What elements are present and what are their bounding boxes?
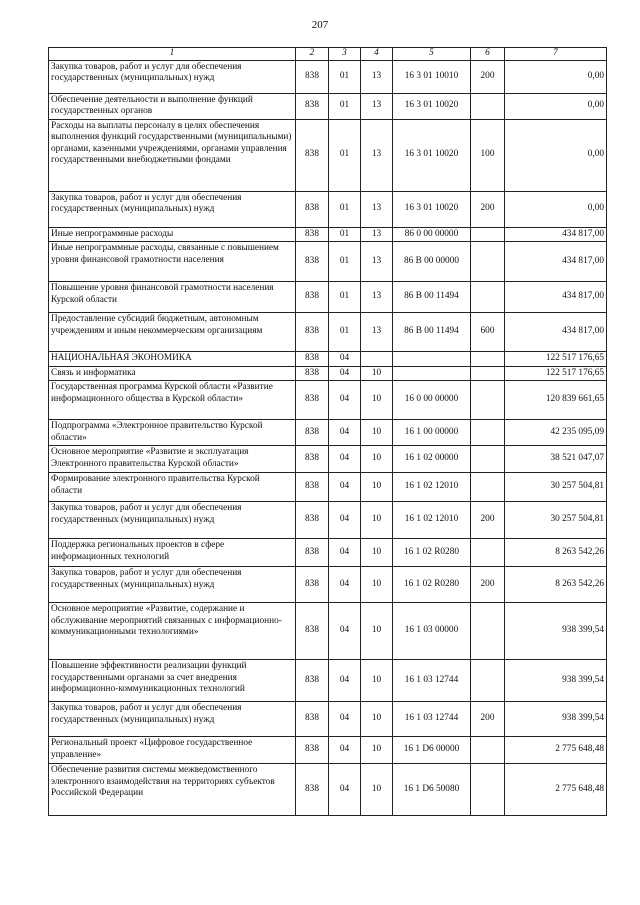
target-article-code: 86 В 00 11494 bbox=[393, 313, 471, 352]
target-article-code: 16 3 01 10020 bbox=[393, 191, 471, 227]
target-article-code: 16 3 01 10010 bbox=[393, 60, 471, 93]
table-row bbox=[49, 93, 607, 119]
table-row bbox=[49, 420, 607, 446]
section-code: 04 bbox=[329, 446, 361, 473]
amount: 434 817,00 bbox=[505, 282, 607, 313]
row-name: НАЦИОНАЛЬНАЯ ЭКОНОМИКА bbox=[49, 352, 296, 367]
subsection-code: 10 bbox=[361, 539, 393, 567]
section-code: 04 bbox=[329, 502, 361, 539]
subsection-code: 10 bbox=[361, 502, 393, 539]
section-code: 04 bbox=[329, 473, 361, 502]
target-article-code: 16 1 00 00000 bbox=[393, 420, 471, 446]
subsection-code: 13 bbox=[361, 60, 393, 93]
expense-type-code: 200 bbox=[471, 567, 505, 603]
table-row bbox=[49, 313, 607, 352]
ministry-code: 838 bbox=[296, 119, 329, 191]
ministry-code: 838 bbox=[296, 191, 329, 227]
target-article-code: 16 1 03 00000 bbox=[393, 603, 471, 660]
subsection-code: 13 bbox=[361, 242, 393, 282]
amount: 38 521 047,07 bbox=[505, 446, 607, 473]
amount: 434 817,00 bbox=[505, 242, 607, 282]
ministry-code: 838 bbox=[296, 313, 329, 352]
target-article-code: 16 1 D6 50080 bbox=[393, 764, 471, 816]
target-article-code bbox=[393, 366, 471, 381]
column-number: 7 bbox=[505, 48, 607, 61]
amount: 0,00 bbox=[505, 119, 607, 191]
subsection-code: 13 bbox=[361, 93, 393, 119]
subsection-code: 10 bbox=[361, 737, 393, 764]
table-row bbox=[49, 119, 607, 191]
section-code: 04 bbox=[329, 420, 361, 446]
amount: 938 399,54 bbox=[505, 702, 607, 737]
expense-type-code bbox=[471, 282, 505, 313]
ministry-code: 838 bbox=[296, 539, 329, 567]
section-code: 04 bbox=[329, 702, 361, 737]
ministry-code: 838 bbox=[296, 660, 329, 702]
page-number: 207 bbox=[311, 19, 329, 31]
amount: 122 517 176,65 bbox=[505, 366, 607, 381]
target-article-code: 16 1 03 12744 bbox=[393, 660, 471, 702]
ministry-code: 838 bbox=[296, 366, 329, 381]
section-code: 04 bbox=[329, 603, 361, 660]
amount: 42 235 095,09 bbox=[505, 420, 607, 446]
expense-type-code bbox=[471, 764, 505, 816]
ministry-code: 838 bbox=[296, 567, 329, 603]
column-number: 2 bbox=[296, 48, 329, 61]
subsection-code: 10 bbox=[361, 446, 393, 473]
target-article-code: 86 0 00 00000 bbox=[393, 227, 471, 242]
expense-type-code: 200 bbox=[471, 702, 505, 737]
row-name: Подпрограмма «Электронное правительство Курской области» bbox=[49, 420, 296, 446]
subsection-code: 10 bbox=[361, 473, 393, 502]
section-code: 04 bbox=[329, 381, 361, 420]
expense-type-code: 200 bbox=[471, 502, 505, 539]
section-code: 01 bbox=[329, 119, 361, 191]
row-name: Государственная программа Курской области «Развитие информационного общества в Курской области» bbox=[49, 381, 296, 420]
table-row bbox=[49, 567, 607, 603]
expense-type-code: 200 bbox=[471, 191, 505, 227]
table-row bbox=[49, 502, 607, 539]
expense-type-code: 100 bbox=[471, 119, 505, 191]
amount: 8 263 542,26 bbox=[505, 539, 607, 567]
ministry-code: 838 bbox=[296, 446, 329, 473]
section-code: 04 bbox=[329, 660, 361, 702]
table-row bbox=[49, 366, 607, 381]
ministry-code: 838 bbox=[296, 737, 329, 764]
table-row bbox=[49, 282, 607, 313]
amount: 2 775 648,48 bbox=[505, 764, 607, 816]
expense-type-code: 600 bbox=[471, 313, 505, 352]
row-name: Закупка товаров, работ и услуг для обеспечения государственных (муниципальных) нужд bbox=[49, 702, 296, 737]
expense-type-code bbox=[471, 539, 505, 567]
row-name: Региональный проект «Цифровое государственное управление» bbox=[49, 737, 296, 764]
table-row bbox=[49, 227, 607, 242]
target-article-code: 16 1 02 R0280 bbox=[393, 567, 471, 603]
expense-type-code bbox=[471, 473, 505, 502]
amount: 30 257 504,81 bbox=[505, 473, 607, 502]
expense-type-code bbox=[471, 227, 505, 242]
target-article-code: 16 1 03 12744 bbox=[393, 702, 471, 737]
ministry-code: 838 bbox=[296, 381, 329, 420]
table-row bbox=[49, 603, 607, 660]
column-number: 3 bbox=[329, 48, 361, 61]
amount: 30 257 504,81 bbox=[505, 502, 607, 539]
row-name: Связь и информатика bbox=[49, 366, 296, 381]
amount: 122 517 176,65 bbox=[505, 352, 607, 367]
row-name: Закупка товаров, работ и услуг для обеспечения государственных (муниципальных) нужд bbox=[49, 567, 296, 603]
table-row bbox=[49, 352, 607, 367]
expense-type-code: 200 bbox=[471, 60, 505, 93]
amount: 0,00 bbox=[505, 60, 607, 93]
ministry-code: 838 bbox=[296, 227, 329, 242]
ministry-code: 838 bbox=[296, 702, 329, 737]
table-row bbox=[49, 446, 607, 473]
target-article-code: 16 3 01 10020 bbox=[393, 119, 471, 191]
expense-type-code bbox=[471, 242, 505, 282]
row-name: Иные непрограммные расходы, связанные с повышением уровня финансовой грамотности населения bbox=[49, 242, 296, 282]
budget-table bbox=[48, 47, 607, 816]
target-article-code: 16 0 00 00000 bbox=[393, 381, 471, 420]
ministry-code: 838 bbox=[296, 352, 329, 367]
section-code: 01 bbox=[329, 191, 361, 227]
subsection-code: 13 bbox=[361, 227, 393, 242]
row-name: Закупка товаров, работ и услуг для обеспечения государственных (муниципальных) нужд bbox=[49, 60, 296, 93]
target-article-code: 16 1 02 12010 bbox=[393, 502, 471, 539]
row-name: Предоставление субсидий бюджетным, автономным учреждениям и иным некоммерческим организациям bbox=[49, 313, 296, 352]
row-name: Поддержка региональных проектов в сфере информационных технологий bbox=[49, 539, 296, 567]
table-row bbox=[49, 60, 607, 93]
subsection-code: 13 bbox=[361, 119, 393, 191]
subsection-code: 13 bbox=[361, 313, 393, 352]
section-code: 04 bbox=[329, 764, 361, 816]
column-number: 6 bbox=[471, 48, 505, 61]
ministry-code: 838 bbox=[296, 473, 329, 502]
section-code: 01 bbox=[329, 60, 361, 93]
column-number-row bbox=[49, 48, 607, 61]
ministry-code: 838 bbox=[296, 93, 329, 119]
row-name: Повышение уровня финансовой грамотности населения Курской области bbox=[49, 282, 296, 313]
target-article-code: 86 В 00 00000 bbox=[393, 242, 471, 282]
amount: 0,00 bbox=[505, 191, 607, 227]
row-name: Закупка товаров, работ и услуг для обеспечения государственных (муниципальных) нужд bbox=[49, 191, 296, 227]
row-name: Обеспечение деятельности и выполнение функций государственных органов bbox=[49, 93, 296, 119]
table-row bbox=[49, 737, 607, 764]
expense-type-code bbox=[471, 603, 505, 660]
expense-type-code bbox=[471, 737, 505, 764]
target-article-code: 16 3 01 10020 bbox=[393, 93, 471, 119]
subsection-code: 10 bbox=[361, 381, 393, 420]
subsection-code: 10 bbox=[361, 603, 393, 660]
expense-type-code bbox=[471, 352, 505, 367]
column-number: 1 bbox=[49, 48, 296, 61]
row-name: Закупка товаров, работ и услуг для обеспечения государственных (муниципальных) нужд bbox=[49, 502, 296, 539]
subsection-code: 10 bbox=[361, 660, 393, 702]
amount: 938 399,54 bbox=[505, 660, 607, 702]
ministry-code: 838 bbox=[296, 502, 329, 539]
expense-type-code bbox=[471, 381, 505, 420]
table-row bbox=[49, 191, 607, 227]
ministry-code: 838 bbox=[296, 603, 329, 660]
target-article-code: 86 В 00 11494 bbox=[393, 282, 471, 313]
ministry-code: 838 bbox=[296, 420, 329, 446]
expense-type-code bbox=[471, 93, 505, 119]
amount: 2 775 648,48 bbox=[505, 737, 607, 764]
row-name: Основное мероприятие «Развитие и эксплуатация Электронного правительства Курской области» bbox=[49, 446, 296, 473]
target-article-code: 16 1 02 12010 bbox=[393, 473, 471, 502]
table-row bbox=[49, 473, 607, 502]
target-article-code: 16 1 D6 00000 bbox=[393, 737, 471, 764]
subsection-code: 10 bbox=[361, 366, 393, 381]
subsection-code: 10 bbox=[361, 702, 393, 737]
section-code: 01 bbox=[329, 313, 361, 352]
section-code: 04 bbox=[329, 539, 361, 567]
section-code: 01 bbox=[329, 93, 361, 119]
section-code: 01 bbox=[329, 227, 361, 242]
subsection-code: 10 bbox=[361, 567, 393, 603]
amount: 434 817,00 bbox=[505, 313, 607, 352]
section-code: 04 bbox=[329, 567, 361, 603]
subsection-code bbox=[361, 352, 393, 367]
row-name: Повышение эффективности реализации функций государственными органами за счет внедрения информационно-коммуникационных технологий bbox=[49, 660, 296, 702]
row-name: Формирование электронного правительства Курской области bbox=[49, 473, 296, 502]
row-name: Основное мероприятие «Развитие, содержание и обслуживание мероприятий связанных с информационно-коммуникационными технологиями» bbox=[49, 603, 296, 660]
amount: 434 817,00 bbox=[505, 227, 607, 242]
section-code: 04 bbox=[329, 737, 361, 764]
row-name: Обеспечение развития системы межведомственного электронного взаимодействия на территориях субъектов Российской Федерации bbox=[49, 764, 296, 816]
ministry-code: 838 bbox=[296, 242, 329, 282]
expense-type-code bbox=[471, 446, 505, 473]
row-name: Расходы на выплаты персоналу в целях обеспечения выполнения функций государственными (муниципальными) органами, казенными учреждениями, органами управления государственными внебюджетными фондами bbox=[49, 119, 296, 191]
amount: 8 263 542,26 bbox=[505, 567, 607, 603]
subsection-code: 13 bbox=[361, 191, 393, 227]
ministry-code: 838 bbox=[296, 282, 329, 313]
target-article-code: 16 1 02 00000 bbox=[393, 446, 471, 473]
table-row bbox=[49, 660, 607, 702]
subsection-code: 13 bbox=[361, 282, 393, 313]
section-code: 04 bbox=[329, 352, 361, 367]
expense-type-code bbox=[471, 366, 505, 381]
amount: 0,00 bbox=[505, 93, 607, 119]
table-row bbox=[49, 539, 607, 567]
ministry-code: 838 bbox=[296, 60, 329, 93]
subsection-code: 10 bbox=[361, 420, 393, 446]
section-code: 04 bbox=[329, 366, 361, 381]
table-body bbox=[49, 60, 607, 816]
expense-type-code bbox=[471, 660, 505, 702]
target-article-code bbox=[393, 352, 471, 367]
table-row bbox=[49, 702, 607, 737]
amount: 120 839 661,65 bbox=[505, 381, 607, 420]
row-name: Иные непрограммные расходы bbox=[49, 227, 296, 242]
amount: 938 399,54 bbox=[505, 603, 607, 660]
table-row bbox=[49, 764, 607, 816]
expense-type-code bbox=[471, 420, 505, 446]
subsection-code: 10 bbox=[361, 764, 393, 816]
table-row bbox=[49, 381, 607, 420]
column-number: 4 bbox=[361, 48, 393, 61]
section-code: 01 bbox=[329, 282, 361, 313]
ministry-code: 838 bbox=[296, 764, 329, 816]
column-number: 5 bbox=[393, 48, 471, 61]
section-code: 01 bbox=[329, 242, 361, 282]
target-article-code: 16 1 02 R0280 bbox=[393, 539, 471, 567]
table-row bbox=[49, 242, 607, 282]
